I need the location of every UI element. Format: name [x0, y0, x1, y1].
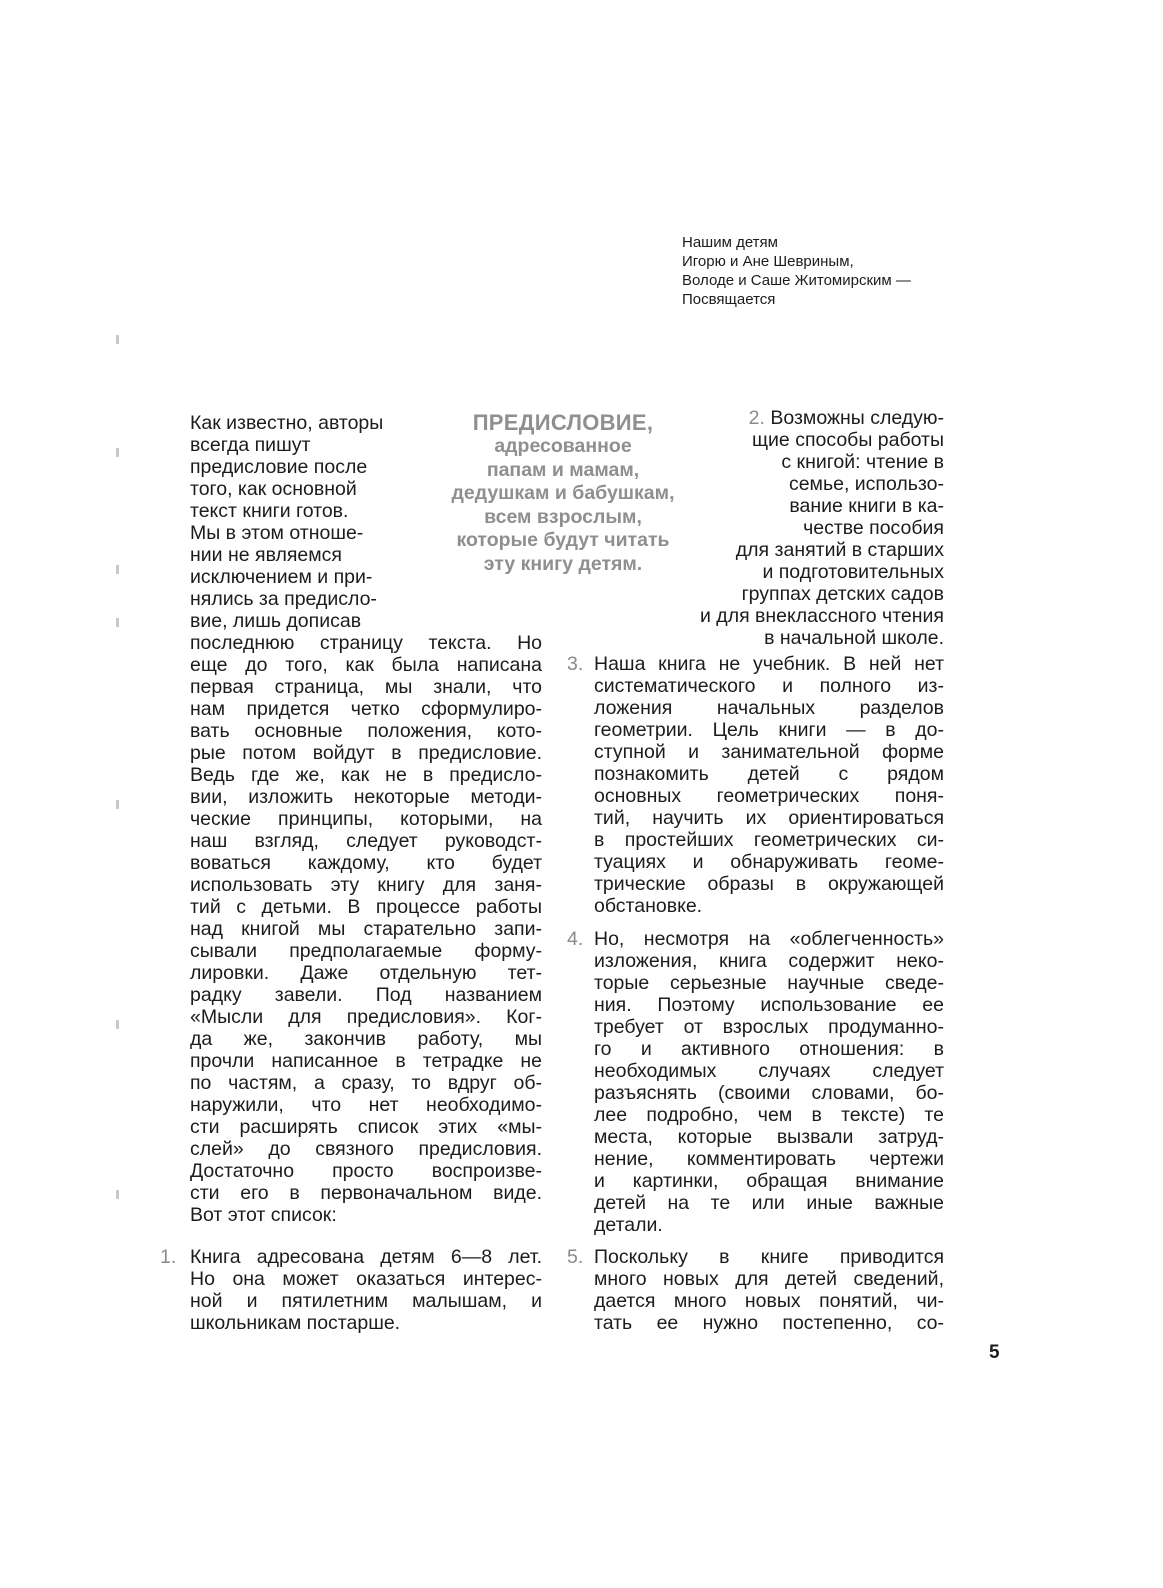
preface-subtitle-line: которые будут читать: [456, 529, 670, 551]
text-line: семье, использо-: [788, 473, 944, 495]
text-line: изложения, книга содержит неко-: [594, 950, 944, 972]
text-line: сти его в первоначальном виде.: [190, 1182, 542, 1204]
list-number: 1.: [160, 1246, 177, 1268]
page-number: 5: [989, 1342, 1000, 1363]
text-line: вать основные положения, кото-: [190, 720, 542, 742]
scan-speck: [116, 1020, 119, 1029]
text-line: лировки. Даже отдельную тет-: [190, 962, 542, 984]
text-line: последнюю страницу текста. Но: [190, 632, 542, 654]
text-line: Книга адресована детям 6—8 лет.: [190, 1246, 542, 1268]
text-line: да же, закончив работу, мы: [190, 1028, 542, 1050]
text-line: вие, лишь дописав: [190, 610, 362, 632]
text-line: тий с детьми. В процессе работы: [190, 896, 542, 918]
scan-speck: [116, 565, 119, 574]
dedication-line: Нашим детям: [682, 234, 778, 251]
dedication-line: Посвящается: [682, 291, 776, 308]
text-line: в простейших геометрических си-: [594, 829, 944, 851]
text-line: Вот этот список:: [190, 1204, 337, 1226]
text-line: Но, несмотря на «облегченность»: [594, 928, 944, 950]
text-line: сти расширять список этих «мы-: [190, 1116, 542, 1138]
text-line: Но она может оказаться интерес-: [190, 1268, 542, 1290]
text-line: детей на те или иные важные: [594, 1192, 944, 1214]
text-line: вии, изложить некоторые методи-: [190, 786, 542, 808]
preface-subtitle-line: адресованное: [494, 435, 632, 457]
left-intro: [190, 412, 430, 632]
text-line: щие способы работы: [752, 429, 944, 451]
text-line: трические образы в окружающей: [594, 873, 944, 895]
text-line: познакомить детей с рядом: [594, 763, 944, 785]
text-line: ложения начальных разделов: [594, 697, 944, 719]
text-line: и для внеклассного чтения: [700, 605, 944, 627]
text-line: Поскольку в книге приводится: [594, 1246, 944, 1268]
text-line: много новых для детей сведений,: [594, 1268, 944, 1290]
text-line: группах детских садов: [741, 583, 944, 605]
text-line: наружили, что нет необходимо-: [190, 1094, 542, 1116]
text-line: разъяснять (своими словами, бо-: [594, 1082, 944, 1104]
text-line: ческие принципы, которыми, на: [190, 808, 542, 830]
preface-subtitle-line: всем взрослым,: [484, 505, 642, 528]
text-line: рые потом войдут в предисловие.: [190, 742, 542, 764]
scan-speck: [116, 618, 119, 627]
text-line: текст книги готов.: [190, 500, 349, 522]
text-line: по частям, а сразу, то вдруг об-: [190, 1072, 542, 1094]
text-line: лее подробно, чем в тексте) те: [594, 1104, 944, 1126]
list-number: 5.: [567, 1246, 584, 1268]
dedication-line: Володе и Саше Житомирским —: [682, 272, 911, 289]
text-line: ной и пятилетним малышам, и: [190, 1290, 542, 1312]
text-line: всегда пишут: [190, 434, 311, 456]
left-body: [190, 632, 542, 1226]
scan-speck: [116, 448, 119, 457]
text-line: исключением и при-: [190, 566, 373, 588]
text-line: Мы в этом отноше-: [190, 522, 364, 544]
text-line: над книгой мы старательно запи-: [190, 918, 542, 940]
text-line: и подготовительных: [762, 561, 944, 583]
text-line: честве пособия: [803, 517, 944, 539]
text-line: го и активного отношения: в: [594, 1038, 944, 1060]
text-line: геометрии. Цель книги — в до-: [594, 719, 944, 741]
text-line: радку завели. Под названием: [190, 984, 542, 1006]
text-line: нение, комментировать чертежи: [594, 1148, 944, 1170]
text-line: «Мысли для предисловия». Ког-: [190, 1006, 542, 1028]
text-line: еще до того, как была написана: [190, 654, 542, 676]
text-line: ния. Поэтому использование ее: [594, 994, 944, 1016]
text-line: предисловие после: [190, 456, 368, 478]
text-line: нам придется четко сформулиро-: [190, 698, 542, 720]
preface-subtitle-line: папам и мамам,: [486, 458, 640, 481]
text-line: воваться каждому, кто будет: [190, 852, 542, 874]
text-line: того, как основной: [190, 478, 357, 500]
preface-subtitle-line: эту книгу детям.: [483, 552, 643, 575]
text-line: дается много новых понятий, чи-: [594, 1290, 944, 1312]
text-line: нялись за предисло-: [190, 588, 377, 610]
text-line: Как известно, авторы: [190, 412, 384, 434]
scan-speck: [116, 800, 119, 809]
preface-title: ПРЕДИСЛОВИЕ,: [472, 410, 654, 435]
dedication-line: Игорю и Ане Шевриным,: [682, 253, 854, 270]
text-line: вание книги в ка-: [789, 495, 944, 517]
text-line: торые серьезные научные сведе-: [594, 972, 944, 994]
text-line: требует от взрослых продуманно-: [594, 1016, 944, 1038]
text-line: детали.: [594, 1214, 663, 1236]
list-number: 2.: [748, 407, 765, 429]
text-line: сывали предполагаемые форму-: [190, 940, 542, 962]
text-line: и картинки, обращая внимание: [594, 1170, 944, 1192]
text-line: ступной и занимательной форме: [594, 741, 944, 763]
text-line: туациях и обнаруживать геоме-: [594, 851, 944, 873]
text-line: Ведь где же, как не в предисло-: [190, 764, 542, 786]
text-line: систематического и полного из-: [594, 675, 944, 697]
text-line: в начальной школе.: [764, 627, 944, 649]
text-line: Достаточно просто воспроизве-: [190, 1160, 542, 1182]
text-line: основных геометрических поня-: [594, 785, 944, 807]
text-line: места, которые вызвали затруд-: [594, 1126, 944, 1148]
list-number: 3.: [567, 653, 584, 675]
text-line: использовать эту книгу для заня-: [190, 874, 542, 896]
dedication: [682, 233, 1002, 309]
text-line: наш взгляд, следует руководст-: [190, 830, 542, 852]
preface-subtitle-line: дедушкам и бабушкам,: [451, 482, 675, 504]
text-line: Возможны следую-: [770, 407, 944, 429]
text-line: слей» до связного предисловия.: [190, 1138, 542, 1160]
scan-speck: [116, 335, 119, 344]
scan-speck: [116, 1190, 119, 1199]
text-line: необходимых случаях следует: [594, 1060, 944, 1082]
text-line: прочли написанное в тетрадке не: [190, 1050, 542, 1072]
list-number: 4.: [567, 928, 584, 950]
text-line: для занятий в старших: [735, 539, 944, 561]
text-line: нии не являемся: [190, 544, 342, 566]
text-line: тий, научить их ориентироваться: [594, 807, 944, 829]
text-line: тать ее нужно постепенно, со-: [594, 1312, 944, 1334]
text-line: школьникам постарше.: [190, 1312, 401, 1334]
text-line: Наша книга не учебник. В ней нет: [594, 653, 944, 675]
list-item-2: [600, 407, 944, 649]
text-line: с книгой: чтение в: [781, 451, 944, 473]
text-line: обстановке.: [594, 895, 703, 917]
text-line: первая страница, мы знали, что: [190, 676, 542, 698]
